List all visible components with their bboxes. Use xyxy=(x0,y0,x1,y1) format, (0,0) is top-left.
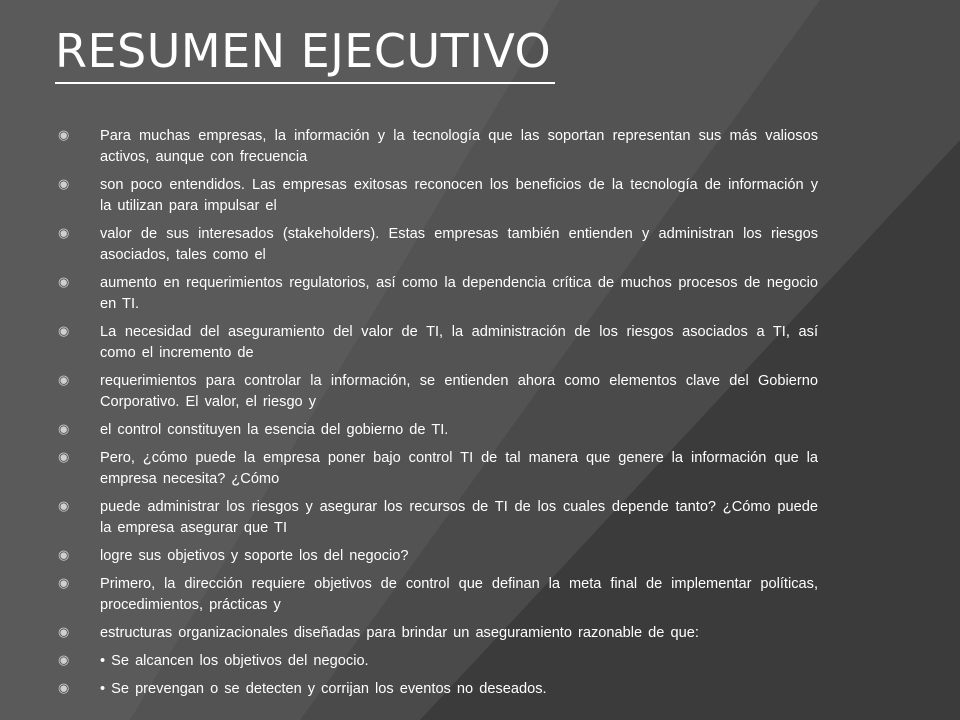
bullet-text: La necesidad del aseguramiento del valor de TI, la administración de los riesgos asociados a TI, así como el incremento de xyxy=(100,324,818,361)
bullet-text: Para muchas empresas, la información y la tecnología que las soportan representan sus más valiosos activos, aunque con frecuencia xyxy=(100,128,818,165)
bullet-text: • Se alcancen los objetivos del negocio. xyxy=(100,653,369,669)
circled-ring-icon: ◉ xyxy=(58,128,70,143)
bullet-text: el control constituyen la esencia del gobierno de TI. xyxy=(100,422,449,438)
circled-ring-icon: ◉ xyxy=(58,548,70,563)
list-item xyxy=(58,322,818,364)
circled-ring-icon: ◉ xyxy=(58,177,70,192)
circled-ring-icon: ◉ xyxy=(58,653,70,668)
circled-ring-icon: ◉ xyxy=(58,625,70,640)
bullet-text: logre sus objetivos y soporte los del negocio? xyxy=(100,548,409,564)
circled-ring-icon: ◉ xyxy=(58,275,70,290)
bullet-text: Primero, la dirección requiere objetivos de control que definan la meta final de implementar políticas, procedimientos, prácticas y xyxy=(100,576,818,613)
circled-ring-icon: ◉ xyxy=(58,450,70,465)
list-item xyxy=(58,574,818,616)
bullet-text: aumento en requerimientos regulatorios, así como la dependencia crítica de muchos procesos de negocio en TI. xyxy=(100,275,818,312)
list-item xyxy=(58,224,818,266)
circled-ring-icon: ◉ xyxy=(58,422,70,437)
list-item xyxy=(58,497,818,539)
list-item xyxy=(58,679,818,700)
circled-ring-icon: ◉ xyxy=(58,226,70,241)
title-underline xyxy=(55,82,555,84)
bullet-text: valor de sus interesados (stakeholders). Estas empresas también entienden y administran los riesgos asociados, tales como el xyxy=(100,226,818,263)
circled-ring-icon: ◉ xyxy=(58,681,70,696)
bullet-text: estructuras organizacionales diseñadas para brindar un aseguramiento razonable de que: xyxy=(100,625,699,641)
list-item xyxy=(58,623,818,644)
slide-title: RESUMEN EJECUTIVO xyxy=(55,24,552,78)
list-item xyxy=(58,420,818,441)
list-item xyxy=(58,651,818,672)
list-item xyxy=(58,371,818,413)
list-item xyxy=(58,448,818,490)
list-item xyxy=(58,126,818,168)
bullet-text: puede administrar los riesgos y asegurar los recursos de TI de los cuales depende tanto? ¿Cómo puede la empresa asegurar que TI xyxy=(100,499,818,536)
bullet-list xyxy=(58,126,818,707)
bullet-text: requerimientos para controlar la información, se entienden ahora como elementos clave del Gobierno Corporativo. El valor, el riesgo y xyxy=(100,373,818,410)
circled-ring-icon: ◉ xyxy=(58,373,70,388)
list-item xyxy=(58,273,818,315)
circled-ring-icon: ◉ xyxy=(58,576,70,591)
circled-ring-icon: ◉ xyxy=(58,324,70,339)
list-item xyxy=(58,546,818,567)
bullet-text: son poco entendidos. Las empresas exitosas reconocen los beneficios de la tecnología de información y la utilizan para impulsar el xyxy=(100,177,818,214)
bullet-text: • Se prevengan o se detecten y corrijan los eventos no deseados. xyxy=(100,681,547,697)
circled-ring-icon: ◉ xyxy=(58,499,70,514)
list-item xyxy=(58,175,818,217)
bullet-text: Pero, ¿cómo puede la empresa poner bajo control TI de tal manera que genere la información que la empresa necesita? ¿Cómo xyxy=(100,450,818,487)
